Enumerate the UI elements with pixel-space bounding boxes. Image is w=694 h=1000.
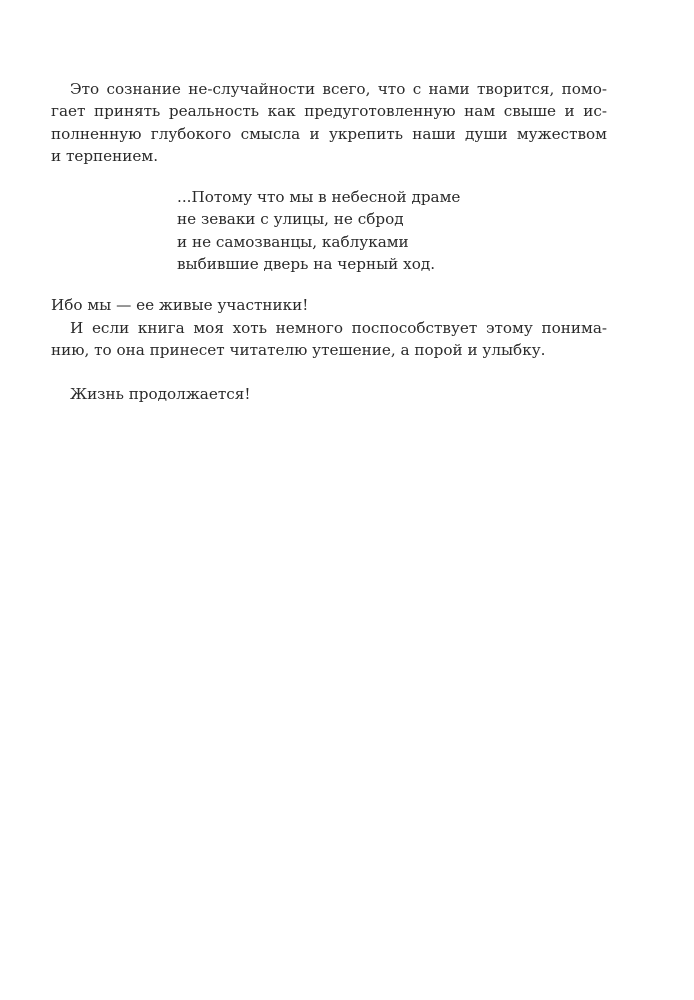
paragraph-closing [51, 383, 607, 405]
paragraph-participants [51, 294, 607, 316]
verse-line: и не самозванцы, каблуками [177, 232, 409, 251]
text-line: гает принять реальность как предуготовленную нам свыше и ис- [51, 102, 607, 121]
text-line: полненную глубокого смысла и укрепить наши души мужеством [51, 124, 607, 143]
verse-quote [177, 186, 607, 275]
text-line: Жизнь продолжается! [70, 385, 251, 404]
paragraph-book-hope [51, 317, 607, 362]
text-line: нию, то она принесет читателю утешение, а порой и улыбку. [51, 340, 546, 359]
text-line: И если книга моя хоть немного поспособствует этому понима- [70, 318, 607, 337]
verse-line: не зеваки с улицы, не сброд [177, 210, 404, 229]
book-page [51, 78, 607, 406]
text-line: Это сознание не-случайности всего, что с нами творится, помо- [70, 80, 607, 98]
paragraph-intro [51, 78, 607, 167]
text-line: Ибо мы — ее живые участники! [51, 296, 309, 315]
text-line: и терпением. [51, 146, 159, 165]
verse-line: ...Потому что мы в небесной драме [177, 188, 461, 207]
verse-line: выбившие дверь на черный ход. [177, 255, 436, 274]
